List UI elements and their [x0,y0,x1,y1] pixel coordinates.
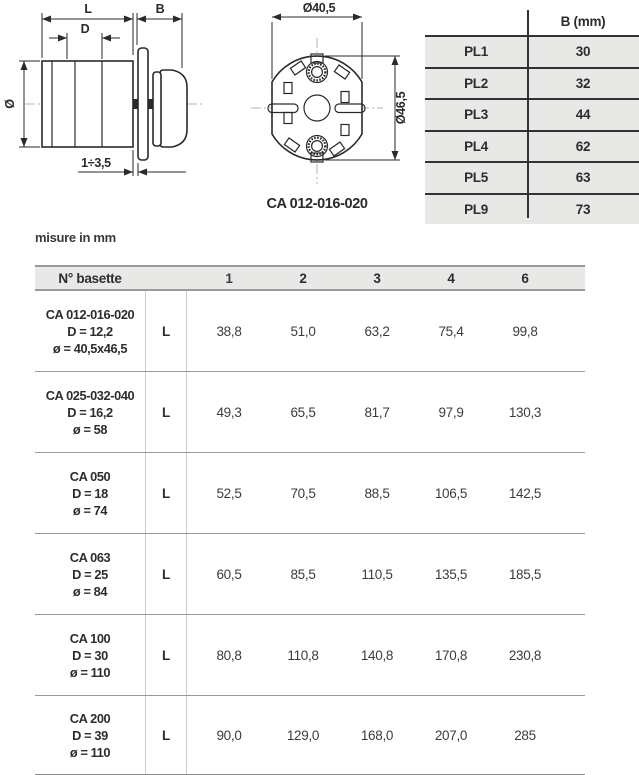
table-row [425,35,639,67]
value-cell: 38,8 [216,323,242,339]
col-header-basette: N° basette [58,270,122,286]
dim-letter: L [145,453,187,533]
front-view-caption: CA 012-016-020 [266,196,368,212]
table-row [425,161,639,193]
handle-knob [153,70,187,147]
model-diameter: ø = 110 [69,744,111,760]
model-cell [35,534,145,614]
dim-letter: L [145,615,187,695]
pl-value: 44 [575,107,591,123]
value-cell: 90,0 [216,727,242,743]
row-filler [562,534,585,614]
row-filler [562,696,585,774]
value-cell: 110,5 [361,566,393,582]
table-row [35,372,585,453]
value-cell: 49,3 [216,404,242,420]
value-cell: 170,8 [434,647,468,663]
model-cell [35,615,145,695]
dim-letter: L [145,534,187,614]
model-cell [35,372,145,452]
model-d: D = 12,2 [67,323,113,339]
model-name: CA 200 [69,710,111,726]
row-filler [562,453,585,533]
switch-body [42,61,133,147]
model-name: CA 025-032-040 [45,387,135,403]
col-header-1: 1 [225,270,233,286]
dimension-D [49,22,120,59]
value-cell: 230,8 [508,647,542,663]
col-header-2: 2 [299,270,307,286]
value-cell: 63,2 [364,323,390,339]
pl-model: PL5 [464,170,488,186]
model-name: CA 100 [69,630,111,646]
dim-label-D: D [80,22,90,36]
pl-model: PL4 [464,138,488,154]
dim-letter: L [145,696,187,774]
model-diameter: ø = 74 [72,502,108,518]
value-cell: 60,5 [216,566,242,582]
table-row [425,193,639,225]
value-cell: 52,5 [216,485,242,501]
table-row [35,615,585,696]
pl-model: PL9 [464,201,488,217]
model-d: D = 39 [72,727,108,743]
pl-value: 73 [575,201,591,217]
table-row [35,696,585,775]
dim-letter: L [145,291,187,371]
front-plate [133,48,153,160]
value-cell: 65,5 [290,404,316,420]
value-cell: 81,7 [364,404,390,420]
main-table-header [35,265,585,291]
model-diameter: ø = 110 [69,664,111,680]
model-diameter: ø = 40,5x46,5 [52,340,128,356]
pl-value: 63 [575,170,591,186]
b-table [425,8,639,217]
value-cell: 110,8 [287,647,319,663]
main-table [35,265,585,775]
row-filler [562,372,585,452]
dim-letter: L [145,372,187,452]
b-table-header [425,8,639,35]
model-d: D = 25 [72,566,108,582]
value-cell: 75,4 [438,323,464,339]
value-cell: 129,0 [286,727,320,743]
dimension-gap [78,150,186,176]
model-d: D = 18 [72,485,108,501]
value-cell: 135,5 [434,566,468,582]
value-cell: 70,5 [290,485,316,501]
model-cell [35,696,145,774]
table-row [425,130,639,162]
pl-model: PL3 [464,107,488,123]
table-row [425,98,639,130]
model-name: CA 012-016-020 [45,306,135,322]
b-table-divider [527,10,529,218]
pl-value: 32 [575,75,591,91]
model-diameter: ø = 58 [72,421,108,437]
model-d: D = 30 [72,647,108,663]
model-name: CA 050 [69,468,111,484]
side-view-drawing [0,0,220,220]
col-header-6: 6 [521,270,529,286]
dim-label-gap: 1÷3,5 [81,156,111,170]
dim-label-diameter: Ø [3,99,17,109]
pl-value: 62 [575,138,591,154]
pl-value: 30 [575,44,591,60]
value-cell: 168,0 [360,727,394,743]
model-name: CA 063 [69,549,111,565]
model-diameter: ø = 84 [72,583,108,599]
table-row [425,67,639,99]
row-filler [562,291,585,371]
front-view-drawing [225,0,435,230]
value-cell: 97,9 [438,404,464,420]
value-cell: 140,8 [360,647,394,663]
value-cell: 88,5 [364,485,390,501]
table-row [35,534,585,615]
value-cell: 51,0 [290,323,316,339]
col-header-4: 4 [447,270,455,286]
table-row [35,453,585,534]
value-cell: 142,5 [508,485,542,501]
table-row [35,291,585,372]
model-cell [35,291,145,371]
units-note: misure in mm [35,230,116,245]
model-cell [35,453,145,533]
row-filler [562,615,585,695]
value-cell: 185,5 [508,566,542,582]
dim-label-B: B [155,2,165,16]
value-cell: 99,8 [512,323,538,339]
dim-label-width: Ø40,5 [302,1,336,15]
value-cell: 85,5 [290,566,316,582]
value-cell: 130,3 [508,404,542,420]
value-cell: 106,5 [434,485,468,501]
dim-label-height: Ø46,5 [394,91,408,125]
model-d: D = 16,2 [67,404,113,420]
col-header-3: 3 [373,270,381,286]
value-cell: 285 [514,727,536,743]
pl-model: PL1 [464,44,488,60]
b-table-header-label: B (mm) [560,14,606,29]
pl-model: PL2 [464,75,488,91]
dim-label-L: L [84,2,92,16]
value-cell: 80,8 [216,647,242,663]
value-cell: 207,0 [434,727,468,743]
